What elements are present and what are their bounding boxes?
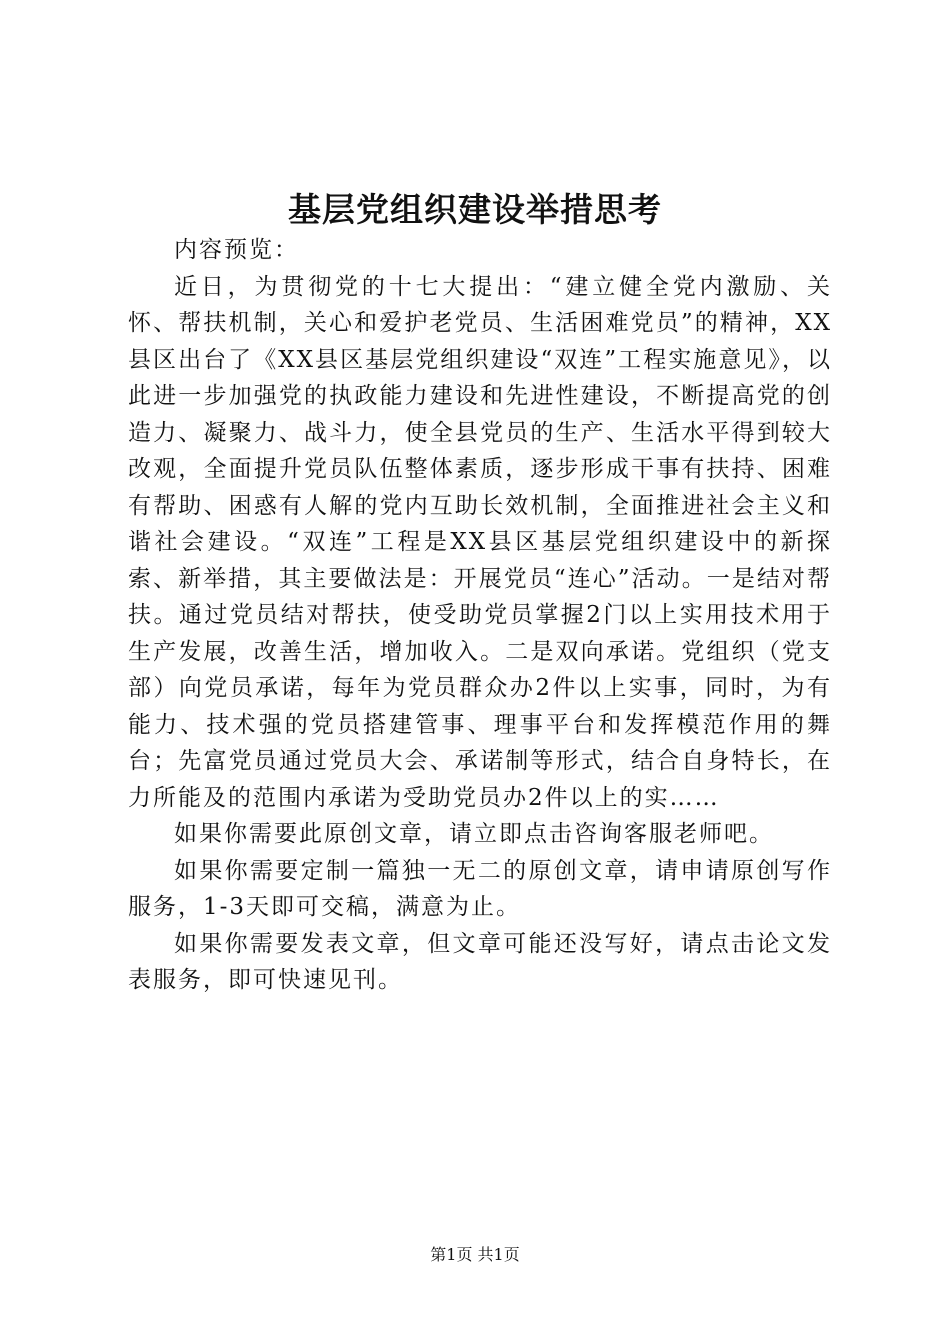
paragraph-publish-link[interactable]: 如果你需要发表文章，但文章可能还没写好，请点击论文发表服务，即可快速见刊。 bbox=[128, 930, 832, 993]
paragraph-consult-link[interactable]: 如果你需要此原创文章，请立即点击咨询客服老师吧。 bbox=[174, 821, 774, 847]
paragraph-summary: 近日，为贯彻党的十七大提出：“建立健全党内激励、关怀、帮扶机制，关心和爱护老党员、生活困难党员”的精神，XX县区出台了《XX县区基层党组织建设“双连”工程实施意见》，以此进一步加强党的执政能力建设和先进性建设，不断提高党的创造力、凝聚力、战斗力，使全县党员的生产、生活水平得到较大改观，全面提升党员队伍整体素质，逐步形成干事有扶持、困难有帮助、困惑有人解的党内互助长效机制，全面推进社会主义和谐社会建设。“双连”工程是XX县区基层党组织建设中的新探索、新举措，其主要做法是：开展党员“连心”活动。一是结对帮扶。通过党员结对帮扶，使受助党员掌握2门以上实用技术用于生产发展，改善生活，增加收入。二是双向承诺。党组织（党支部）向党员承诺，每年为党员群众办2件以上实事，同时，为有能力、技术强的党员搭建管事、理事平台和发挥模范作用的舞台；先富党员通过党员大会、承诺制等形式，结合自身特长，在力所能及的范围内承诺为受助党员办2件以上的实…… bbox=[128, 273, 832, 811]
paragraph-custom-writing-link[interactable]: 如果你需要定制一篇独一无二的原创文章，请申请原创写作服务，1-3天即可交稿，满意为止。 bbox=[128, 857, 832, 920]
page-footer: 第1页 共1页 bbox=[430, 1245, 520, 1264]
document-title: 基层党组织建设举措思考 bbox=[288, 190, 662, 229]
document-body bbox=[128, 232, 832, 999]
preview-label: 内容预览： bbox=[174, 237, 299, 263]
